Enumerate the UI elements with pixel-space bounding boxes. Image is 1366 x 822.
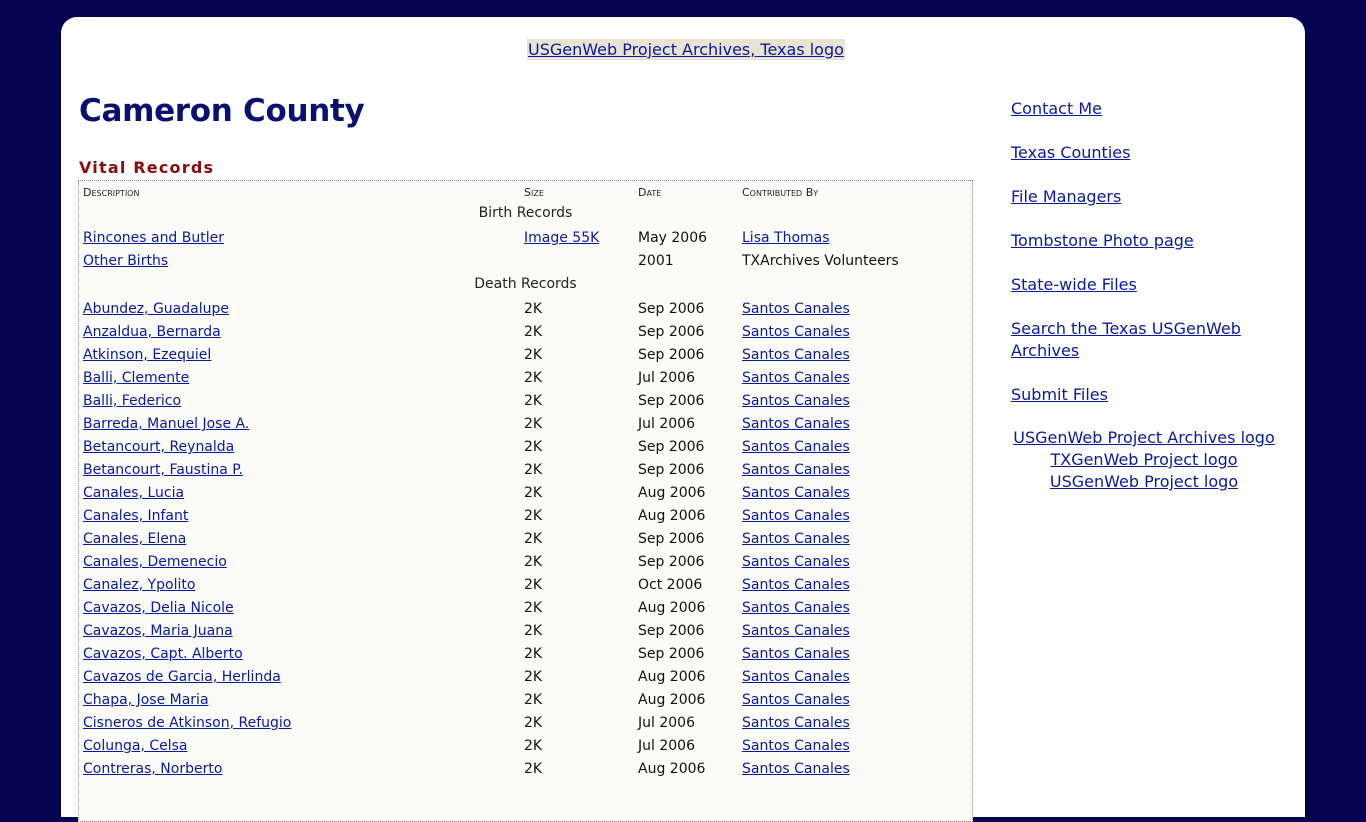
table-row bbox=[79, 551, 972, 574]
table-row bbox=[79, 643, 972, 666]
txgenweb-logo-link[interactable]: TXGenWeb Project logo bbox=[1050, 450, 1238, 469]
record-size: 2K bbox=[524, 347, 543, 363]
contributor-link[interactable]: Santos Canales bbox=[742, 623, 850, 639]
record-size: 2K bbox=[524, 577, 543, 593]
contributor-link[interactable]: Santos Canales bbox=[742, 347, 850, 363]
contributor-link[interactable]: Santos Canales bbox=[742, 715, 850, 731]
contributor-link[interactable]: Santos Canales bbox=[742, 485, 850, 501]
file-managers-link[interactable]: File Managers bbox=[1011, 187, 1122, 206]
record-date: Aug 2006 bbox=[638, 692, 706, 708]
record-size: 2K bbox=[524, 531, 543, 547]
table-row bbox=[79, 574, 972, 597]
search-archives-link[interactable]: Search the Texas USGenWeb Archives bbox=[1011, 319, 1241, 360]
record-size: 2K bbox=[524, 439, 543, 455]
table-row bbox=[79, 666, 972, 689]
record-description-link[interactable]: Betancourt, Faustina P. bbox=[83, 462, 243, 478]
record-size: 2K bbox=[524, 646, 543, 662]
record-description-link[interactable]: Canales, Infant bbox=[83, 508, 189, 524]
record-date: Jul 2006 bbox=[638, 416, 695, 432]
contributor-link[interactable]: Santos Canales bbox=[742, 324, 850, 340]
record-contributor: TXArchives Volunteers bbox=[742, 253, 899, 269]
contributor-link[interactable]: Santos Canales bbox=[742, 439, 850, 455]
record-description-link[interactable]: Cavazos, Maria Juana bbox=[83, 623, 233, 639]
record-size: 2K bbox=[524, 600, 543, 616]
record-date: Sep 2006 bbox=[638, 393, 705, 409]
table-row bbox=[79, 597, 972, 620]
contact-me-link[interactable]: Contact Me bbox=[1011, 99, 1102, 118]
table-row bbox=[79, 712, 972, 735]
contributor-link[interactable]: Santos Canales bbox=[742, 577, 850, 593]
contributor-link[interactable]: Santos Canales bbox=[742, 393, 850, 409]
record-description-link[interactable]: Betancourt, Reynalda bbox=[83, 439, 235, 455]
record-date: Sep 2006 bbox=[638, 324, 705, 340]
record-date: Sep 2006 bbox=[638, 554, 705, 570]
record-description-link[interactable]: Cavazos de Garcia, Herlinda bbox=[83, 669, 281, 685]
contributor-link[interactable]: Santos Canales bbox=[742, 508, 850, 524]
sidebar-logos bbox=[1013, 427, 1275, 493]
record-description-link[interactable]: Other Births bbox=[83, 253, 169, 269]
record-size[interactable]: Image 55K bbox=[524, 230, 600, 246]
record-size: 2K bbox=[524, 761, 543, 777]
record-description-link[interactable]: Balli, Clemente bbox=[83, 370, 190, 386]
table-row bbox=[79, 227, 972, 250]
usgenweb-logo-link[interactable]: USGenWeb Project logo bbox=[1049, 472, 1239, 491]
contributor-link[interactable]: Santos Canales bbox=[742, 301, 850, 317]
record-size: 2K bbox=[524, 554, 543, 570]
record-description-link[interactable]: Canales, Demenecio bbox=[83, 554, 227, 570]
contributor-link[interactable]: Santos Canales bbox=[742, 600, 850, 616]
usgenweb-archives-logo-link[interactable]: USGenWeb Project Archives logo bbox=[1013, 428, 1275, 447]
record-description-link[interactable]: Contreras, Norberto bbox=[83, 761, 223, 777]
record-date: Jul 2006 bbox=[638, 715, 695, 731]
record-description-link[interactable]: Atkinson, Ezequiel bbox=[83, 347, 212, 363]
table-row bbox=[79, 758, 972, 781]
record-date: Sep 2006 bbox=[638, 439, 705, 455]
column-header-description: Description bbox=[83, 186, 140, 199]
birth-records-heading: Birth Records bbox=[478, 205, 573, 221]
record-date: Jul 2006 bbox=[638, 370, 695, 386]
table-row bbox=[79, 620, 972, 643]
table-row bbox=[79, 459, 972, 482]
table-row bbox=[79, 505, 972, 528]
page-title: Cameron County bbox=[79, 93, 365, 129]
table-row bbox=[79, 528, 972, 551]
table-row bbox=[79, 367, 972, 390]
submit-files-link[interactable]: Submit Files bbox=[1011, 385, 1108, 404]
table-row bbox=[79, 390, 972, 413]
statewide-files-link[interactable]: State-wide Files bbox=[1011, 275, 1137, 294]
column-header-contributed-by: Contributed By bbox=[742, 186, 819, 199]
table-row bbox=[79, 250, 972, 273]
record-date: May 2006 bbox=[638, 230, 708, 246]
record-description-link[interactable]: Cisneros de Atkinson, Refugio bbox=[83, 715, 292, 731]
contributor-link[interactable]: Santos Canales bbox=[742, 531, 850, 547]
contributor-link[interactable]: Santos Canales bbox=[742, 554, 850, 570]
record-date: Sep 2006 bbox=[638, 301, 705, 317]
record-size: 2K bbox=[524, 508, 543, 524]
record-description-link[interactable]: Canales, Lucia bbox=[83, 485, 185, 501]
contributor-link[interactable]: Santos Canales bbox=[742, 669, 850, 685]
contributor-link[interactable]: Santos Canales bbox=[742, 462, 850, 478]
record-size: 2K bbox=[524, 669, 543, 685]
record-date: Sep 2006 bbox=[638, 623, 705, 639]
contributor-link[interactable]: Santos Canales bbox=[742, 692, 850, 708]
table-row bbox=[79, 689, 972, 712]
column-header-date: Date bbox=[638, 186, 662, 199]
record-description-link[interactable]: Colunga, Celsa bbox=[83, 738, 188, 754]
record-description-link[interactable]: Chapa, Jose Maria bbox=[83, 692, 209, 708]
record-size: 2K bbox=[524, 462, 543, 478]
record-date: Sep 2006 bbox=[638, 462, 705, 478]
record-size: 2K bbox=[524, 393, 543, 409]
record-description-link[interactable]: Barreda, Manuel Jose A. bbox=[83, 416, 250, 432]
record-date: Aug 2006 bbox=[638, 485, 706, 501]
record-size: 2K bbox=[524, 301, 543, 317]
record-date: Sep 2006 bbox=[638, 347, 705, 363]
contributor-link[interactable]: Santos Canales bbox=[742, 370, 850, 386]
contributor-link[interactable]: Santos Canales bbox=[742, 761, 850, 777]
record-date: 2001 bbox=[638, 253, 674, 269]
record-size: 2K bbox=[524, 485, 543, 501]
record-size: 2K bbox=[524, 738, 543, 754]
record-date: Sep 2006 bbox=[638, 646, 705, 662]
contributor-link[interactable]: Santos Canales bbox=[742, 646, 850, 662]
record-description-link[interactable]: Rincones and Butler bbox=[83, 230, 224, 246]
page-container bbox=[61, 17, 1305, 817]
record-description-link[interactable]: Balli, Federico bbox=[83, 393, 182, 409]
record-date: Aug 2006 bbox=[638, 761, 706, 777]
record-size: 2K bbox=[524, 416, 543, 432]
table-row bbox=[79, 482, 972, 505]
column-header-size: Size bbox=[524, 186, 544, 199]
record-size: 2K bbox=[524, 324, 543, 340]
record-date: Jul 2006 bbox=[638, 738, 695, 754]
texas-counties-link[interactable]: Texas Counties bbox=[1011, 143, 1131, 162]
contributor-link[interactable]: Santos Canales bbox=[742, 416, 850, 432]
records-table bbox=[78, 180, 973, 822]
record-size: 2K bbox=[524, 715, 543, 731]
record-description-link[interactable]: Cavazos, Capt. Alberto bbox=[83, 646, 243, 662]
record-size: 2K bbox=[524, 370, 543, 386]
record-description-link[interactable]: Abundez, Guadalupe bbox=[83, 301, 229, 317]
table-row bbox=[79, 735, 972, 758]
record-date: Aug 2006 bbox=[638, 669, 706, 685]
table-row bbox=[79, 321, 972, 344]
contributor-link[interactable]: Santos Canales bbox=[742, 738, 850, 754]
table-row bbox=[79, 436, 972, 459]
section-title: Vital Records bbox=[79, 158, 215, 177]
table-row bbox=[79, 413, 972, 436]
table-row bbox=[79, 344, 972, 367]
tombstone-photo-link[interactable]: Tombstone Photo page bbox=[1011, 231, 1194, 250]
record-description-link[interactable]: Anzaldua, Bernarda bbox=[83, 324, 221, 340]
record-size: 2K bbox=[524, 623, 543, 639]
record-description-link[interactable]: Cavazos, Delia Nicole bbox=[83, 600, 234, 616]
record-date: Oct 2006 bbox=[638, 577, 703, 593]
record-description-link[interactable]: Canales, Elena bbox=[83, 531, 187, 547]
archives-texas-logo-link[interactable]: USGenWeb Project Archives, Texas logo bbox=[528, 40, 844, 59]
record-size: 2K bbox=[524, 692, 543, 708]
record-date: Sep 2006 bbox=[638, 531, 705, 547]
record-date: Aug 2006 bbox=[638, 508, 706, 524]
contributor-link[interactable]: Lisa Thomas bbox=[742, 230, 830, 246]
record-date: Aug 2006 bbox=[638, 600, 706, 616]
table-row bbox=[79, 298, 972, 321]
record-description-link[interactable]: Canalez, Ypolito bbox=[83, 577, 196, 593]
death-records-heading: Death Records bbox=[474, 276, 577, 292]
